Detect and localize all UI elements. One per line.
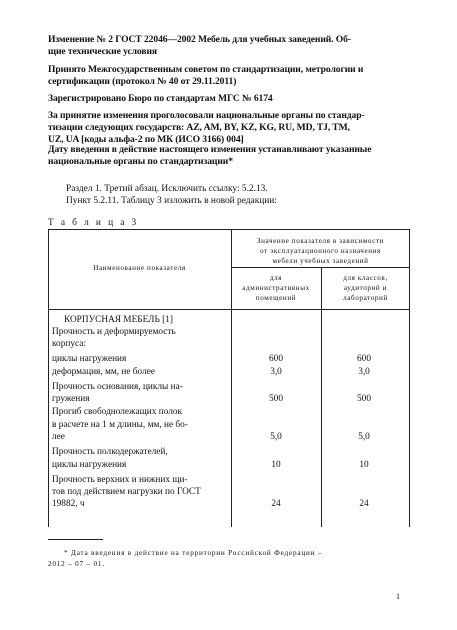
table-row-label: Прочность основания, циклы на- [52,382,183,392]
table-cell-admin: 24 [271,499,281,509]
table-row-label: 19882, ч [52,499,85,509]
table-row-label: циклы нагружения [52,354,127,364]
table-cell-classrooms: 500 [357,394,371,404]
header-line: Дату введения в действие настоящего изменения устанавливают указанные [48,144,372,155]
table-row-label: Прогиб свободнолежащих полок [52,407,183,417]
header-line: щие технические условия [48,46,157,57]
header-line: Принято Межгосударственным советом по стандартизации, метрологии и [48,64,364,75]
column-header-classrooms: для классов, [343,274,388,282]
header-line: UZ, UA [коды альфа-2 по МК (ИСО 3166) 004] [48,134,244,145]
table-row-label: лее [52,432,65,442]
table-cell-classrooms: 10 [359,460,369,470]
paragraph: Раздел 1. Третий абзац. Исключить ссылку: 5.2.13. [66,184,268,194]
header-line: тизации следующих государств: AZ, AM, BY, KZ, KG, RU, MD, TJ, TM, [48,122,350,133]
table-cell-admin: 600 [269,354,283,364]
effective-date-note [48,144,410,168]
footnote-line: 2012 – 07 – 01. [48,560,105,568]
footnote-line: * Дата введения в действие на территории Российской Федерации – [64,549,323,557]
table-row-label: гружения [52,394,90,404]
column-header-classrooms: аудиторий и [343,284,388,292]
table-row-label: КОРПУСНАЯ МЕБЕЛЬ [1] [64,315,173,325]
header-line: Изменение № 2 ГОСТ 22046—2002 Мебель для учебных заведений. Об- [48,34,351,45]
column-group-header: мебели учебных заведений [272,257,369,265]
footnote-rule [48,539,103,540]
adopted-by [48,64,410,88]
footnote [48,548,418,570]
table-cell-admin: 10 [271,460,281,470]
page-number: 1 [396,592,400,601]
column-header-admin: для [269,274,283,282]
column-group-header: Значение показателя в зависимости [256,237,385,245]
column-header-admin: административных [242,284,310,292]
table-cell-classrooms: 3,0 [358,367,370,377]
table-label: Т а б л и ц а 3 [48,218,139,228]
registered-by [48,93,410,105]
table-row-label: Прочность полкодержателей, [52,447,168,457]
table-row-label: корпуса: [52,339,86,349]
column-header-classrooms: лабораторий [343,294,388,302]
header-line: Зарегистрировано Бюро по стандартам МГС № 6174 [48,93,273,104]
paragraph: Пункт 5.2.11. Таблицу 3 изложить в новой редакции: [66,196,277,206]
amendment-title [48,34,410,58]
table-divider [48,309,410,310]
table-row-label: тов под действием нагрузки по ГОСТ [52,487,201,497]
table-cell-admin: 3,0 [270,367,282,377]
voted-by [48,110,410,146]
table-row-label: Прочность и деформируемость [52,327,176,337]
column-group-header: от эксплуатационного назначения [260,247,381,255]
header-line: сертификации (протокол № 40 от 29.11.2011) [48,76,237,87]
header-line: национальные органы по стандартизации* [48,156,233,167]
table-divider [231,267,410,268]
column-header-admin: помещений [255,294,297,302]
table-divider [321,267,322,527]
table-cell-classrooms: 5,0 [358,432,370,442]
table-cell-admin: 5,0 [270,432,282,442]
table-row-label: в расчете на 1 м длины, мм, не бо- [52,420,188,430]
table-cell-classrooms: 24 [359,499,369,509]
table-row-label: Прочность верхних и нижних щи- [52,475,188,485]
table-cell-admin: 500 [269,394,283,404]
table-row-label: циклы нагружения [52,460,127,470]
header-line: За принятие изменения проголосовали национальные органы по стандар- [48,110,365,121]
table-cell-classrooms: 600 [357,354,371,364]
table-row-label: деформация, мм, не более [52,367,155,377]
column-header-indicator: Наименование показателя [93,264,186,272]
